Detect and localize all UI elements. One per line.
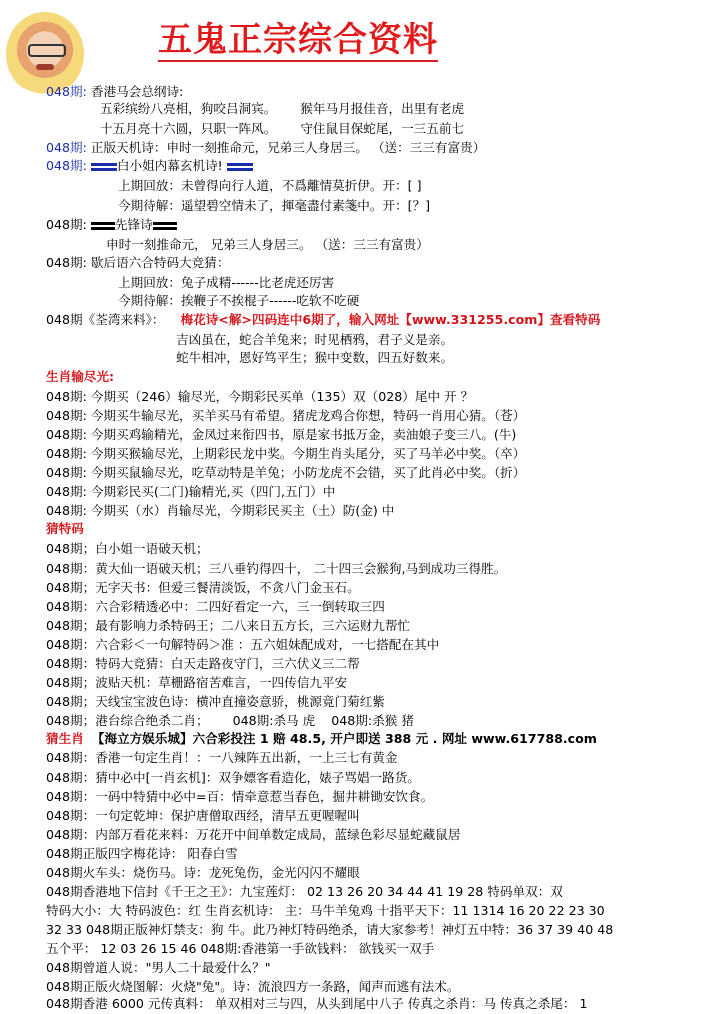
line: 048期：黄大仙一语破天机；三八垂钓得四十， 二十四三会猴狗,马到成功三得胜。	[46, 561, 507, 576]
line: 048期正版四字梅花诗： 阳春白雪	[46, 846, 238, 861]
bars-icon	[91, 222, 115, 230]
line: 048期: 今期买猴输尽光，上期彩民龙中奖。今期生肖头尾分，买了马羊必中奖。（卒）	[46, 446, 526, 461]
line: 048期: 先锋诗	[46, 217, 177, 233]
line: 五彩缤纷八亮相，狗咬吕洞宾。 猴年马月报佳音，出里有老虎	[100, 101, 465, 116]
section-heading: 生肖输尽光:	[46, 369, 115, 384]
line: 今期待解：遥望碧空情未了，揮毫盡付素箋中。开：[？]	[118, 198, 431, 213]
line: 048期《荃湾来料》： 梅花诗<解>四码连中6期了，输入网址【www.331255.com】查看特码	[46, 312, 601, 327]
line: 048期：内部万看花来料：万花开中间单数定成局，蓝绿色彩尽显蛇藏鼠居	[46, 827, 461, 842]
bars-icon	[91, 163, 117, 171]
line: 32 33 048期正版神灯禁支：狗 牛。此乃神灯特码绝杀，请大家参考！神灯五中特：36 37 39 40 48	[46, 922, 614, 937]
line: 048期：六合彩精透必中：二四好看定一六，三一倒转取三四	[46, 599, 385, 614]
line: 048期: 白小姐内幕玄机诗!	[46, 158, 253, 174]
line: 048期；天线宝宝波色诗：横冲直撞姿意骄，桃源竟门菊红紫	[46, 694, 385, 709]
section-heading: 猜特码	[46, 521, 84, 536]
line: 五个平： 12 03 26 15 46 048期:香港第一手欲钱料： 欲钱买一双手	[46, 941, 435, 956]
line: 048期: 今期买牛输尽光，买羊买马有希望。猪虎龙鸡合你想，特码一肖用心猜。（苍）	[46, 408, 526, 423]
line: 猜生肖 【海立方娱乐城】六合彩投注 1 赔 48.5, 开户即送 388 元 . 网址 www.617788.com	[46, 731, 597, 746]
line: 048期: 香港马会总纲诗:	[46, 84, 184, 99]
line: 048期曾道人说："男人二十最爱什么？"	[46, 960, 271, 975]
line: 048期；无字天书：但爱三餐清淡饭，不贪八门金玉石。	[46, 580, 360, 595]
bars-icon	[227, 163, 253, 171]
bars-icon	[153, 222, 177, 230]
line: 048期: 今期买（246）输尽光，今期彩民买单（135）双（028）尾中 开 ？	[46, 389, 474, 404]
line: 048期: 歇后语六合特码大竞猜：	[46, 255, 230, 270]
line: 上期回放：未曾得向行人道，不爲離情莫折伊。开：[ ]	[118, 178, 422, 193]
line: 048期；港台综合绝杀二肖； 048期:杀马 虎 048期:杀猴 猪	[46, 713, 414, 728]
line: 048期: 今期买鼠输尽光，吃草动特是羊兔；小防龙虎不会错，买了此肖必中奖。（折）	[46, 465, 526, 480]
line: 048期；波贴天机：草栅路宿苦难言，一四传信九平安	[46, 675, 348, 690]
line: 048期：六合彩＜一句解特码＞准 ：五六姐妹配成对，一七搭配在其中	[46, 637, 440, 652]
line: 特码大小：大 特码波色：红 生肖玄机诗： 主：马牛羊兔鸡 十指平天下：11 1314 16 20 22 23 30	[46, 903, 605, 918]
line: 吉凶虽在，蛇合羊兔来；时见栖鸦，君子义是亲。	[176, 332, 454, 347]
line: 048期火车头：烧伤马。诗：龙死兔伤，金光闪闪不耀眼	[46, 865, 360, 880]
line: 上期回放：兔子成精------比老虎还厉害	[118, 275, 335, 290]
line: 048期香港 6000 元传真料： 单双相对三与四，从头到尾中八子 传真之杀肖：马 传真之杀尾： 1	[46, 996, 588, 1011]
line: 048期；白小姐一语破天机；	[46, 541, 209, 556]
line: 048期: 今期买（水）肖输尽光，今期彩民买主（土）防(金) 中	[46, 503, 395, 518]
page-title: 五鬼正宗综合资料	[158, 20, 438, 60]
line: 048期：一句定乾坤：保护唐僧取西经，清早五更喔喔叫	[46, 808, 360, 823]
line: 048期: 今期买鸡输精光，金凤过来衔四书，原是家书抵万金，卖油娘子变三八。(牛)	[46, 427, 517, 442]
line: 048期: 正版天机诗：申时一刻推命元，兄弟三人身居三。 （送：三三有富贵）	[46, 140, 486, 155]
line: 048期：香港一句定生肖！：一八辣阵五出新，一上三七有黄金	[46, 750, 398, 765]
line: 048期：猜中必中[一肖玄机]：双争嫖客看造化，婊子骂娼一路货。	[46, 770, 420, 785]
line: 048期香港地下信封《千王之王》：九宝莲灯： 02 13 26 20 34 44 41 19 28 特码单双：双	[46, 884, 563, 899]
line: 蛇牛相冲，恩好笃平生；猴中变数，四五好数来。	[176, 350, 454, 365]
line: 048期正版火烧图解：火烧"兔"。诗：流浪四方一条路，闻声而逃有法术。	[46, 979, 460, 994]
line: 十五月亮十六圆，只职一阵风。 守住鼠目保蛇尾，一三五前七	[100, 121, 465, 136]
line: 今期待解：挨鞭子不挨棍子------吃软不吃硬	[118, 293, 360, 308]
line: 048期：一码中特猜中必中=百：情牵意惹当春色，掘井耕锄安饮食。	[46, 789, 434, 804]
line: 申时一刻推命元， 兄弟三人身居三。 （送：三三有富贵）	[106, 237, 429, 252]
line: 048期；最有影响力杀特码王；二八来日五方长，三六运财九帮忙	[46, 618, 411, 633]
line: 048期: 今期彩民买(二门)输精光,买（四门,五门）中	[46, 484, 336, 499]
line: 048期：特码大竞猜：白天走路夜守门，三六伏义三二帮	[46, 656, 360, 671]
